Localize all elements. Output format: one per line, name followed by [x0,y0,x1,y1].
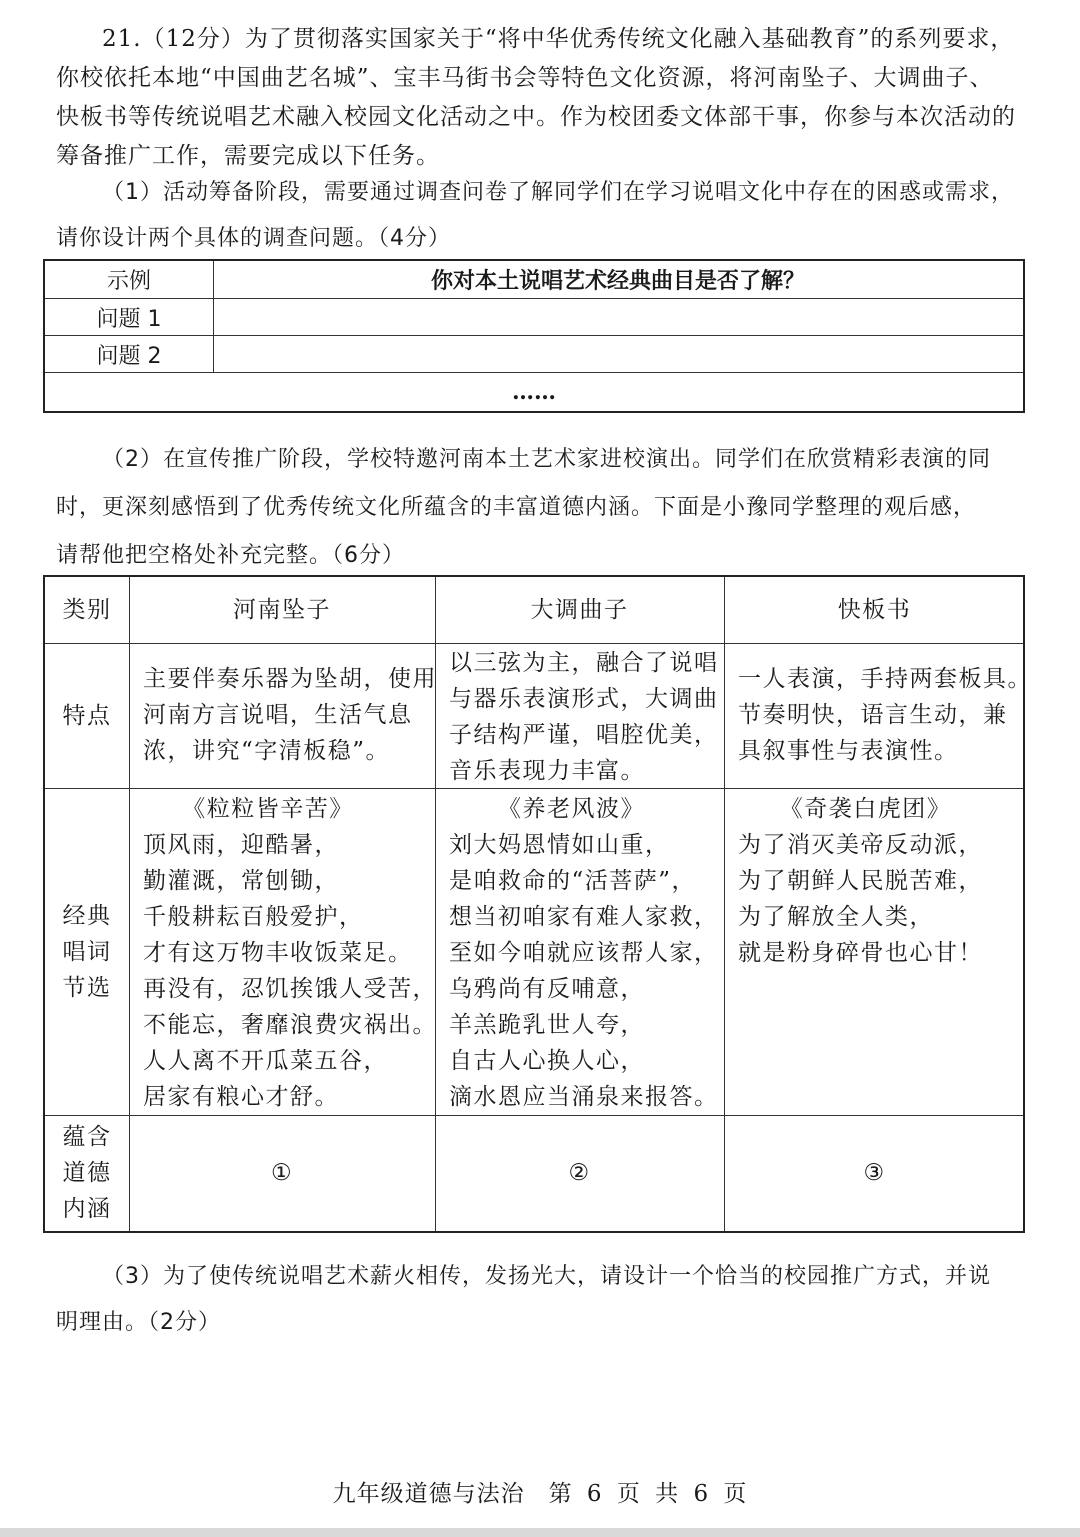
intro-line: 快板书等传统说唱艺术融入校园文化活动之中。作为校团委文体部干事，你参与本次活动的 [56,104,1016,130]
lyrics-line: 想当初咱家有难人家救， [449,904,719,930]
survey-question-table [43,259,1025,413]
lyrics-line: 刘大妈恩情如山重， [449,832,670,858]
part3-line: 明理由。（2分） [56,1310,221,1335]
lyrics-line: 顶风雨，迎酷暑， [143,832,339,858]
example-row [45,261,1023,299]
question-1-row [45,299,1023,336]
moral-label-line: 蕴含 [62,1124,112,1150]
feature-line: 浓，讲究“字清板稳”。 [143,738,391,764]
part1-prompt [56,170,1036,262]
question-2-answer-blank[interactable] [213,336,1023,372]
lyrics-line: 勤灌溉，常刨锄， [143,868,339,894]
lyrics-line: 是咱救命的“活菩萨”， [449,868,697,894]
lyrics-dadiao-quzi [449,791,724,1115]
part3-line: （3）为了使传统说唱艺术薪火相传，发扬光大，请设计一个恰当的校园推广方式，并说 [102,1264,991,1289]
lyrics-title: 《奇袭白虎团》 [779,796,952,822]
question-1-label: 问题 1 [45,299,214,335]
lyrics-line: 千般耕耘百般爱护， [143,904,364,930]
header-category: 类别 [62,597,112,623]
moral-label [45,1115,129,1231]
header-henan-zhuizi: 河南坠子 [233,597,331,623]
feature-line: 音乐表现力丰富。 [449,758,645,784]
lyrics-label-line: 节选 [62,974,112,1001]
lyrics-line: 才有这万物丰收饭菜足。 [143,940,413,966]
question-1-answer-blank[interactable] [213,299,1023,335]
features-dadiao-quzi [449,645,724,789]
question-2-label: 问题 2 [45,336,214,372]
ellipsis-text: …… [512,379,556,405]
moral-blank-3[interactable]: ③ [863,1160,886,1186]
page-footer: 九年级道德与法治 第 6 页 共 6 页 [332,1481,748,1507]
arts-comparison-table [43,575,1032,1233]
lyrics-line: 人人离不开瓜菜五谷， [143,1048,388,1074]
question-21-intro [56,20,1036,176]
lyrics-title: 《养老风波》 [498,796,645,822]
feature-line: 与器乐表演形式，大调曲 [449,686,719,712]
intro-line: 你校依托本地“中国曲艺名城”、宝丰马街书会等特色文化资源，将河南坠子、大调曲子、 [56,65,994,91]
lyrics-line: 为了解放全人类， [738,904,934,930]
feature-line: 以三弦为主，融合了说唱 [449,650,719,676]
features-henan-zhuizi [143,661,437,769]
lyrics-line: 羊羔跪乳世人夸， [449,1012,645,1038]
part2-line: （2）在宣传推广阶段，学校特邀河南本土艺术家进校演出。同学们在欣赏精彩表演的同 [102,447,991,472]
part2-prompt [56,436,1036,580]
question-2-row [45,336,1023,373]
example-label: 示例 [45,261,214,298]
part1-line: （1）活动筹备阶段，需要通过调查问卷了解同学们在学习说唱文化中存在的困惑或需求， [102,180,1015,205]
lyrics-line: 居家有粮心才舒。 [143,1084,339,1110]
lyrics-line: 乌鸦尚有反哺意， [449,976,645,1002]
lyrics-label-line: 唱词 [62,938,112,965]
moral-label-line: 道德 [62,1160,112,1186]
lyrics-line: 就是粉身碎骨也心甘！ [738,940,983,966]
lyrics-line: 为了朝鲜人民脱苦难， [738,868,983,894]
moral-blank-1[interactable]: ① [270,1160,294,1186]
example-question: 你对本土说唱艺术经典曲目是否了解？ [430,269,805,294]
header-kuaibanshu: 快板书 [837,597,912,623]
part2-line: 请帮他把空格处补充完整。（6分） [56,543,405,568]
feature-line: 主要伴奏乐器为坠胡，使用 [143,666,437,692]
lyrics-line: 滴水恩应当涌泉来报答。 [449,1084,719,1110]
lyrics-label-line: 经典 [62,902,112,929]
part3-prompt [56,1254,1036,1346]
lyrics-line: 再没有，忍饥挨饿人受苦， [143,976,437,1002]
header-dadiao-quzi: 大调曲子 [530,597,629,623]
part1-line: 请你设计两个具体的调查问题。（4分） [56,226,451,251]
moral-label-line: 内涵 [62,1196,112,1222]
lyrics-line: 自古人心换人心， [449,1048,645,1074]
feature-line: 子结构严谨，唱腔优美， [449,722,719,748]
feature-line: 节奏明快，语言生动，兼 [738,702,1008,728]
lyrics-henan-zhuizi [143,791,437,1115]
lyrics-label [45,788,129,1115]
intro-line: 21.（12分）为了贯彻落实国家关于“将中华优秀传统文化融入基础教育”的系列要求， [102,26,1015,52]
moral-blank-2[interactable]: ② [568,1160,591,1186]
part2-line: 时，更深刻感悟到了优秀传统文化所蕴含的丰富道德内涵。下面是小豫同学整理的观后感， [56,495,977,520]
lyrics-line: 至如今咱就应该帮人家， [449,940,719,966]
intro-line: 筹备推广工作，需要完成以下任务。 [56,143,440,169]
feature-line: 具叙事性与表演性。 [738,738,959,764]
features-label: 特点 [62,702,112,729]
feature-line: 一人表演，手持两套板具。 [738,666,1032,692]
lyrics-title: 《粒粒皆辛苦》 [182,796,354,822]
lyrics-line: 不能忘，奢靡浪费灾祸出。 [143,1012,437,1038]
scan-edge [0,1528,1080,1537]
ellipsis-row [45,373,1023,411]
feature-line: 河南方言说唱，生活气息 [143,702,413,728]
lyrics-line: 为了消灭美帝反动派， [738,832,983,858]
lyrics-kuaibanshu [738,791,1023,971]
features-kuaibanshu [738,661,1032,769]
